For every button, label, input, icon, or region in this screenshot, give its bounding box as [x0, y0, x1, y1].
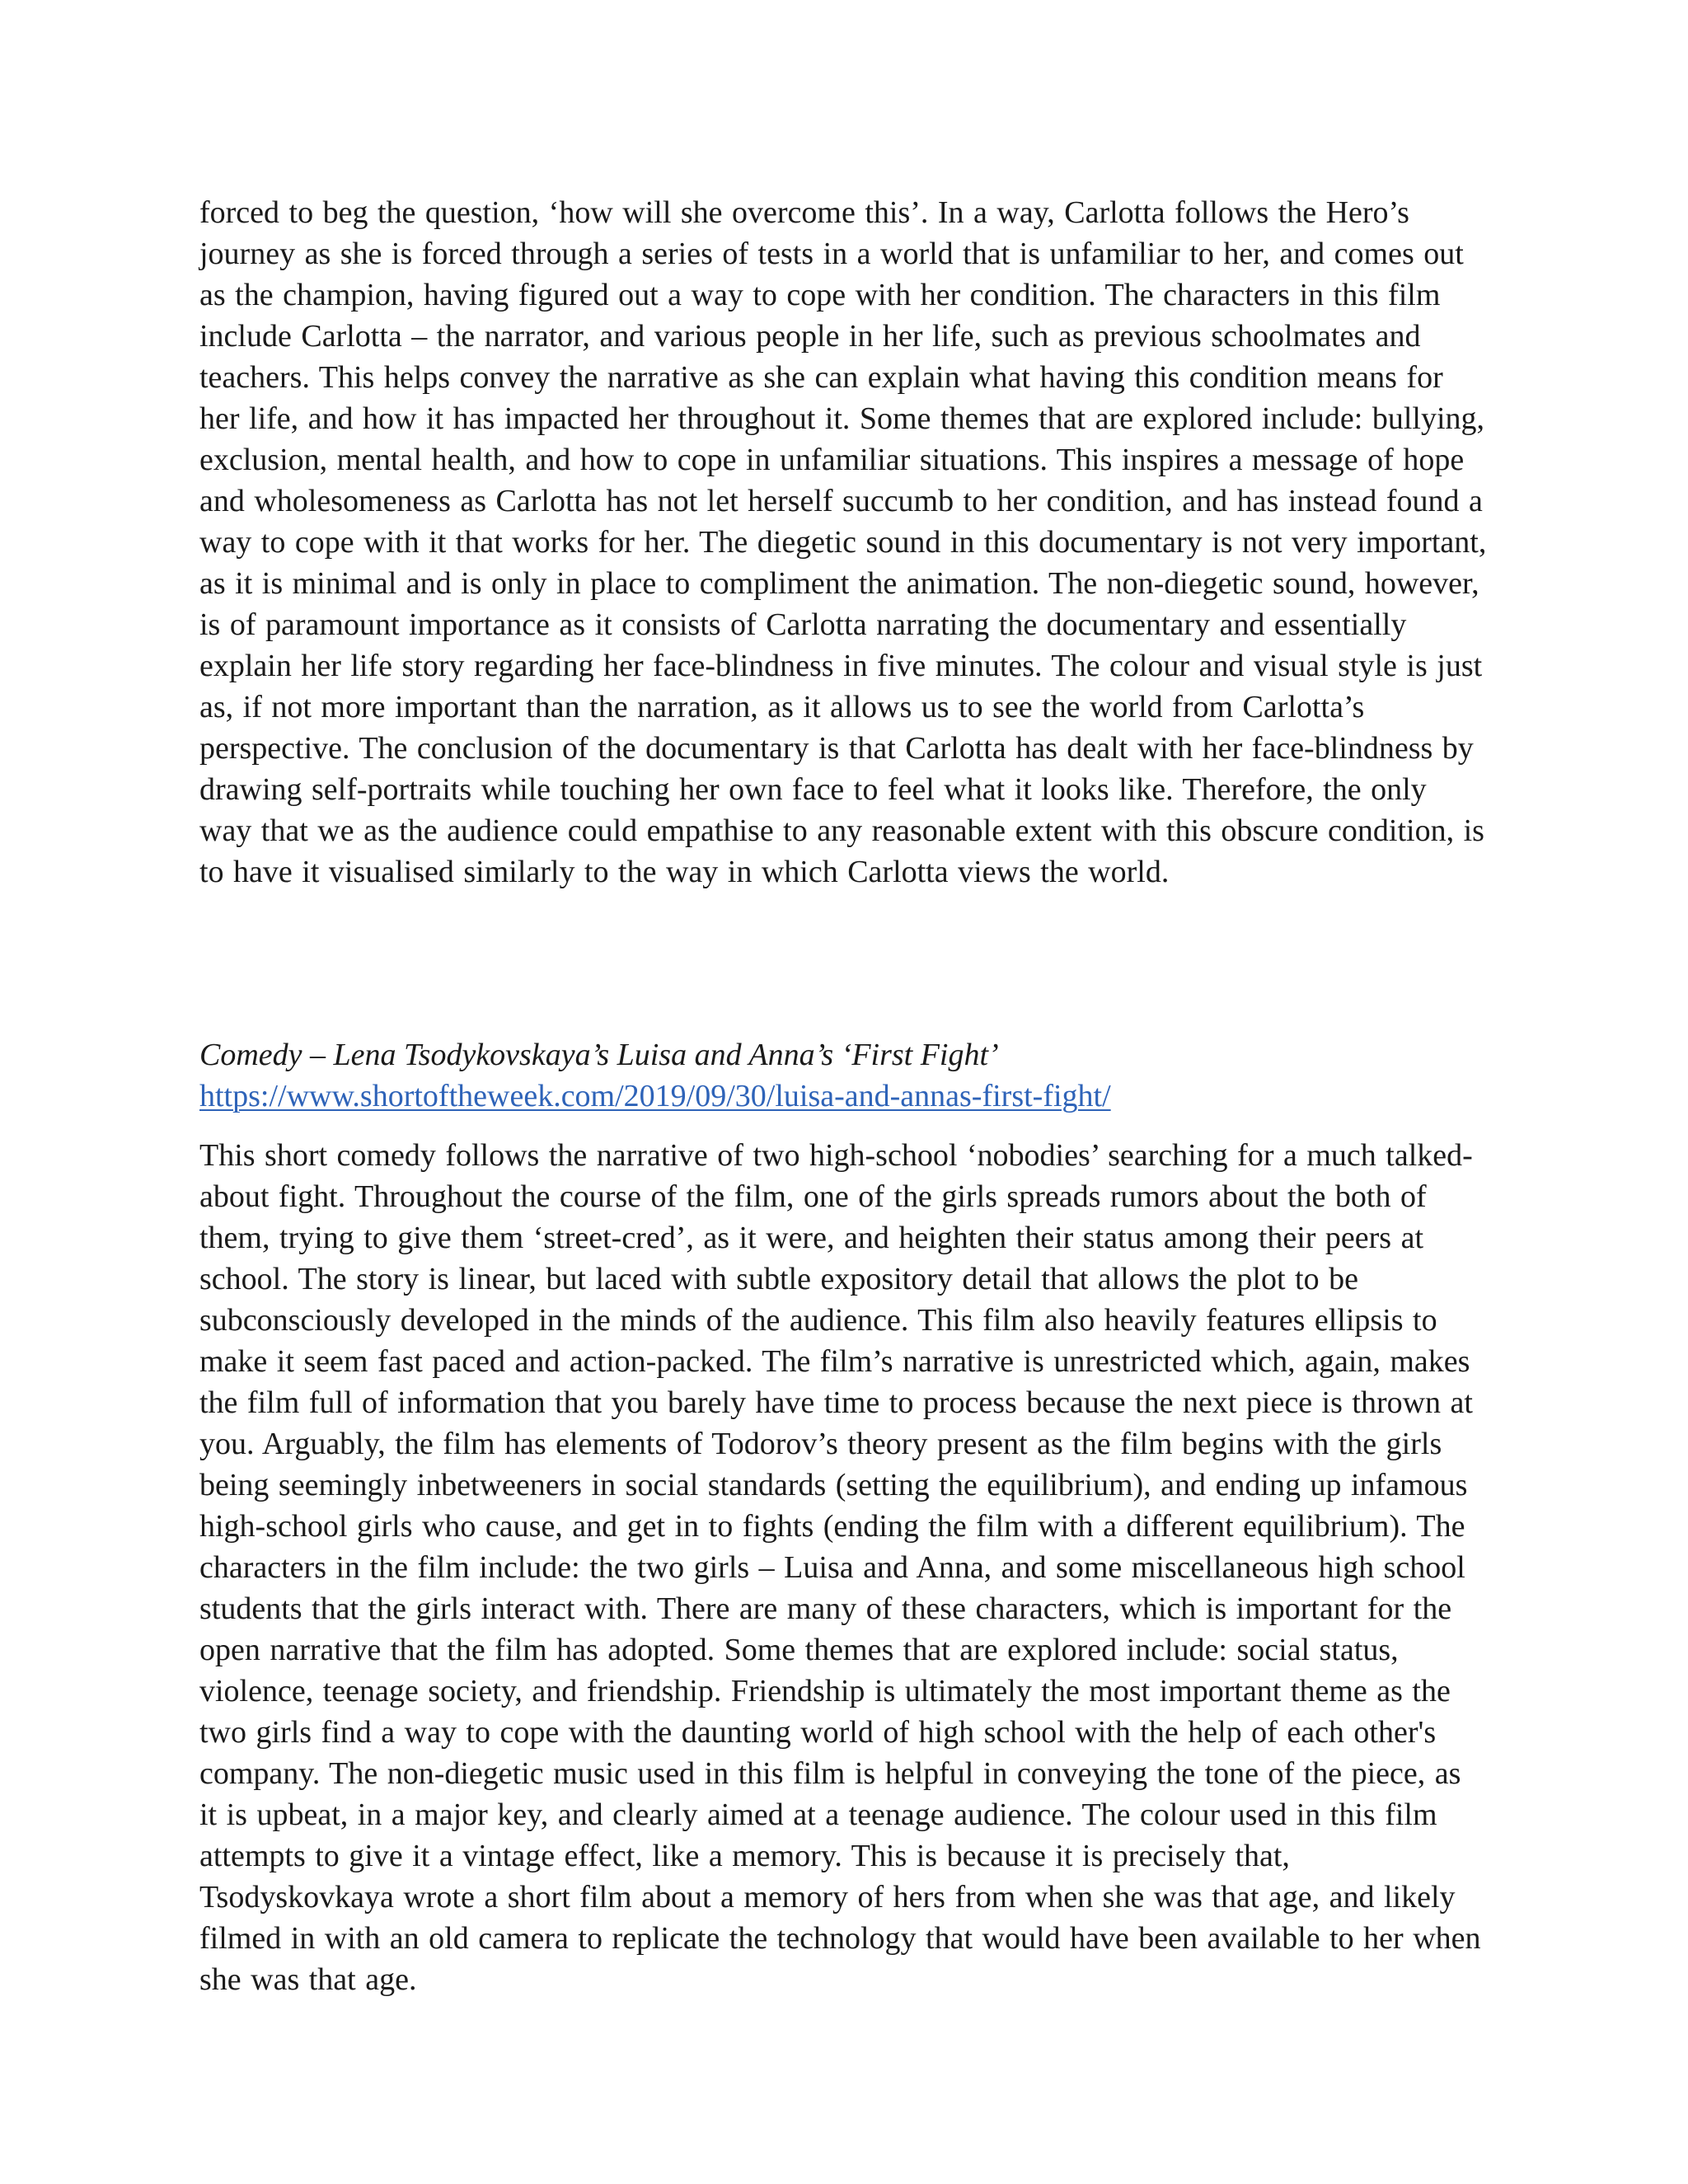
paragraph-comedy-analysis: This short comedy follows the narrative of two high-school ‘nobodies’ searching for a much talked-about fight. Throughout the course of the film, one of the girls spreads rumors about the both of them, trying to give them ‘street-cred’, as it were, and heighten their status among their peers at school. The story is linear, but laced with subtle expository detail that allows the plot to be subconsciously developed in the minds of the audience. This film also heavily features ellipsis to make it seem fast paced and action-packed. The film’s narrative is unrestricted which, again, makes the film full of information that you barely have time to process because the next piece is thrown at you. Arguably, the film has elements of Todorov’s theory present as the film begins with the girls being seemingly inbetweeners in social standards (setting the equilibrium), and ending up infamous high-school girls who cause, and get in to fights (ending the film with a different equilibrium). The characters in the film include: the two girls – Luisa and Anna, and some miscellaneous high school students that the girls interact with. There are many of these characters, which is important for the open narrative that the film has adopted. Some themes that are explored include: social status, violence, teenage society, and friendship. Friendship is ultimately the most important theme as the two girls find a way to cope with the daunting world of high school with the help of each other's company. The non-diegetic music used in this film is helpful in conveying the tone of the piece, as it is upbeat, in a major key, and clearly aimed at a teenage audience. The colour used in this film attempts to give it a vintage effect, like a memory. This is because it is precisely that, Tsodyskovkaya wrote a short film about a memory of hers from when she was that age, and likely filmed in with an old camera to replicate the technology that would have been available to her when she was that age. [199, 1138, 1481, 1997]
section-header [199, 1034, 1487, 1117]
document-body [199, 192, 1487, 2000]
paragraph-documentary-analysis: forced to beg the question, ‘how will she overcome this’. In a way, Carlotta follows the Hero’s journey as she is forced through a series of tests in a world that is unfamiliar to her, and comes out as the champion, having figured out a way to cope with her condition. The characters in this film include Carlotta – the narrator, and various people in her life, such as previous schoolmates and teachers. This helps convey the narrative as she can explain what having this condition means for her life, and how it has impacted her throughout it. Some themes that are explored include: bullying, exclusion, mental health, and how to cope in unfamiliar situations. This inspires a message of hope and wholesomeness as Carlotta has not let herself succumb to her condition, and has instead found a way to cope with it that works for her. The diegetic sound in this documentary is not very important, as it is minimal and is only in place to compliment the animation. The non-diegetic sound, however, is of paramount importance as it consists of Carlotta narrating the documentary and essentially explain her life story regarding her face-blindness in five minutes. The colour and visual style is just as, if not more important than the narration, as it allows us to see the world from Carlotta’s perspective. The conclusion of the documentary is that Carlotta has dealt with her face-blindness by drawing self-portraits while touching her own face to feel what it looks like. Therefore, the only way that we as the audience could empathise to any reasonable extent with this obscure condition, is to have it visualised similarly to the way in which Carlotta views the world. [199, 195, 1487, 889]
film-source-link[interactable]: https://www.shortoftheweek.com/2019/09/30/luisa-and-annas-first-fight/ [199, 1079, 1111, 1113]
section-heading-comedy: Comedy – Lena Tsodykovskaya’s Luisa and Anna’s ‘First Fight’ [199, 1038, 999, 1072]
